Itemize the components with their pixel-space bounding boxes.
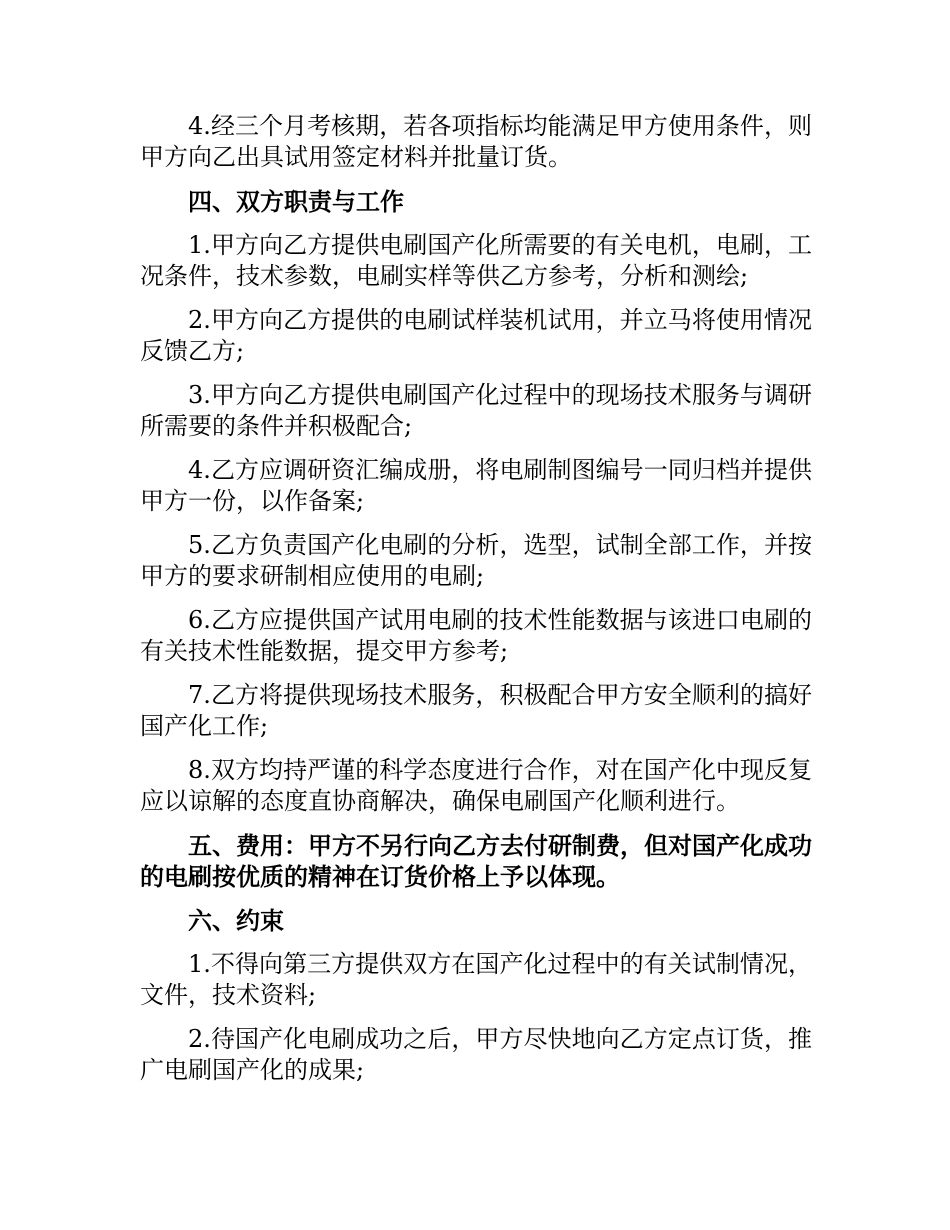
section-4-item-2: 2.甲方向乙方提供的电刷试样装机试用，并立马将使用情况反馈乙方; [140,306,812,365]
section-6-heading: 六、约束 [188,906,284,935]
section-4-item-8: 8.双方均持严谨的科学态度进行合作，对在国产化中现反复应以谅解的态度直协商解决，确保电刷国产化顺利进行。 [140,756,812,815]
section-6-item-1: 1.不得向第三方提供双方在国产化过程中的有关试制情况，文件，技术资料; [140,950,812,1009]
section-5-fees: 五、费用：甲方不另行向乙方去付研制费，但对国产化成功的电刷按优质的精神在订货价格上予以体现。 [140,831,812,891]
paragraph-trial-period: 4.经三个月考核期，若各项指标均能满足甲方使用条件，则甲方向乙出具试用签定材料并批量订货。 [140,112,812,171]
section-4-item-5: 5.乙方负责国产化电刷的分析，选型，试制全部工作，并按甲方的要求研制相应使用的电刷; [140,531,812,590]
section-6-item-2: 2.待国产化电刷成功之后，甲方尽快地向乙方定点订货，推广电刷国产化的成果; [140,1025,812,1084]
section-4-heading: 四、双方职责与工作 [188,187,404,216]
section-4-item-4: 4.乙方应调研资汇编成册，将电刷制图编号一同归档并提供甲方一份，以作备案; [140,456,812,515]
section-4-item-7: 7.乙方将提供现场技术服务，积极配合甲方安全顺利的搞好国产化工作; [140,681,812,740]
document-page [140,111,812,1099]
section-4-item-1: 1.甲方向乙方提供电刷国产化所需要的有关电机，电刷，工况条件，技术参数，电刷实样等供乙方参考，分析和测绘; [140,231,812,290]
section-4-item-3: 3.甲方向乙方提供电刷国产化过程中的现场技术服务与调研所需要的条件并积极配合; [140,381,812,440]
section-4-item-6: 6.乙方应提供国产试用电刷的技术性能数据与该进口电刷的有关技术性能数据，提交甲方参考; [140,606,812,665]
